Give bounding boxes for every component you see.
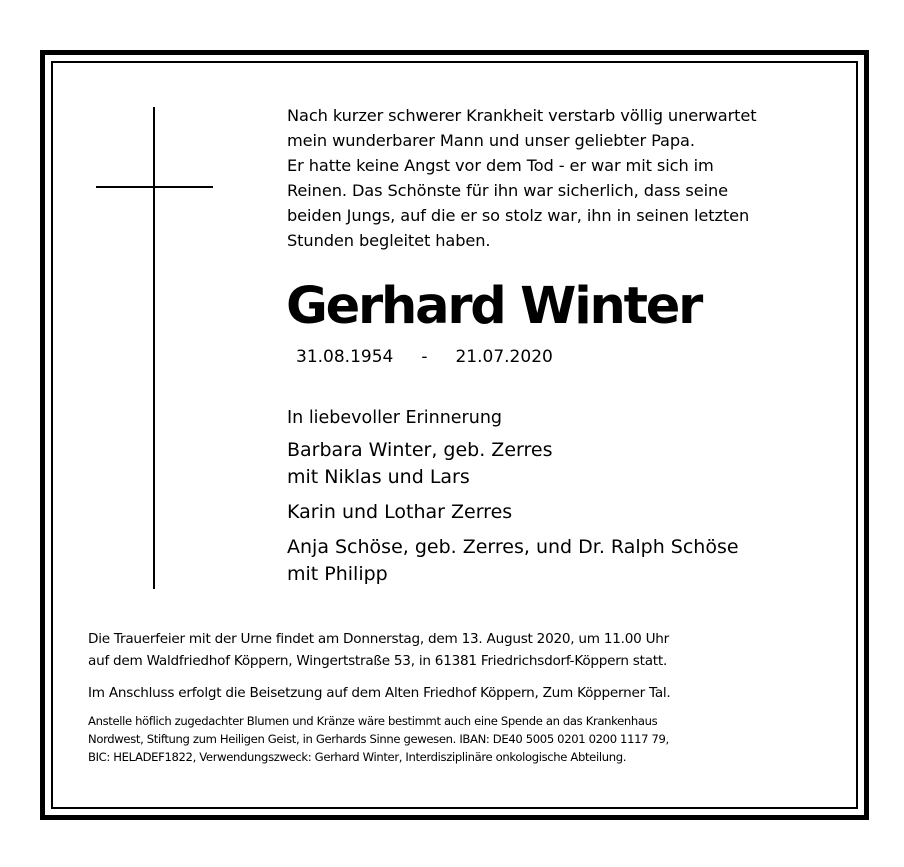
mourner-group (287, 437, 739, 491)
donation-info (88, 712, 669, 766)
life-dates (296, 345, 553, 369)
mourner-line: Barbara Winter, geb. Zerres (287, 439, 553, 461)
mourner-group (287, 499, 739, 526)
mourner-line: Karin und Lothar Zerres (287, 501, 513, 523)
birth-date: 31.08.1954 (296, 347, 394, 367)
service-info (88, 628, 828, 672)
mourner-line: Anja Schöse, geb. Zerres, und Dr. Ralph Schöse (287, 536, 739, 558)
donation-line: BIC: HELADEF1822, Verwendungszweck: Gerhard Winter, Interdisziplinäre onkologische Abteilung. (88, 750, 627, 764)
death-date: 21.07.2020 (455, 347, 553, 367)
donation-line: Nordwest, Stiftung zum Heiligen Geist, in Gerhards Sinne gewesen. IBAN: DE40 5005 0201 0200 1117 79, (88, 732, 669, 746)
intro-line: beiden Jungs, auf die er so stolz war, ihn in seinen letzten (287, 206, 750, 225)
service-line: auf dem Waldfriedhof Köppern, Wingertstraße 53, in 61381 Friedrichsdorf-Köppern statt. (88, 653, 668, 669)
intro-line: Stunden begleitet haben. (287, 231, 491, 250)
intro-line: mein wunderbarer Mann und unser geliebter Papa. (287, 131, 695, 150)
deceased-name: Gerhard Winter (286, 277, 702, 336)
mourners-list (287, 437, 739, 596)
cross-vertical-bar (153, 107, 155, 589)
burial-info: Im Anschluss erfolgt die Beisetzung auf dem Alten Friedhof Köppern, Zum Köpperner Tal. (88, 685, 671, 701)
service-line: Die Trauerfeier mit der Urne findet am Donnerstag, dem 13. August 2020, um 11.00 Uhr (88, 631, 669, 647)
mourner-line: mit Philipp (287, 563, 388, 585)
intro-text (287, 103, 814, 253)
intro-line: Reinen. Das Schönste für ihn war sicherlich, dass seine (287, 181, 729, 200)
intro-line: Nach kurzer schwerer Krankheit verstarb völlig unerwartet (287, 106, 757, 125)
cross-horizontal-bar (96, 186, 213, 188)
date-separator: - (421, 347, 428, 367)
remembrance-heading: In liebevoller Erinnerung (287, 408, 503, 428)
mourner-group (287, 534, 739, 588)
intro-line: Er hatte keine Angst vor dem Tod - er war mit sich im (287, 156, 714, 175)
donation-line: Anstelle höflich zugedachter Blumen und Kränze wäre bestimmt auch eine Spende an das Krankenhaus (88, 714, 658, 728)
mourner-line: mit Niklas und Lars (287, 466, 470, 488)
